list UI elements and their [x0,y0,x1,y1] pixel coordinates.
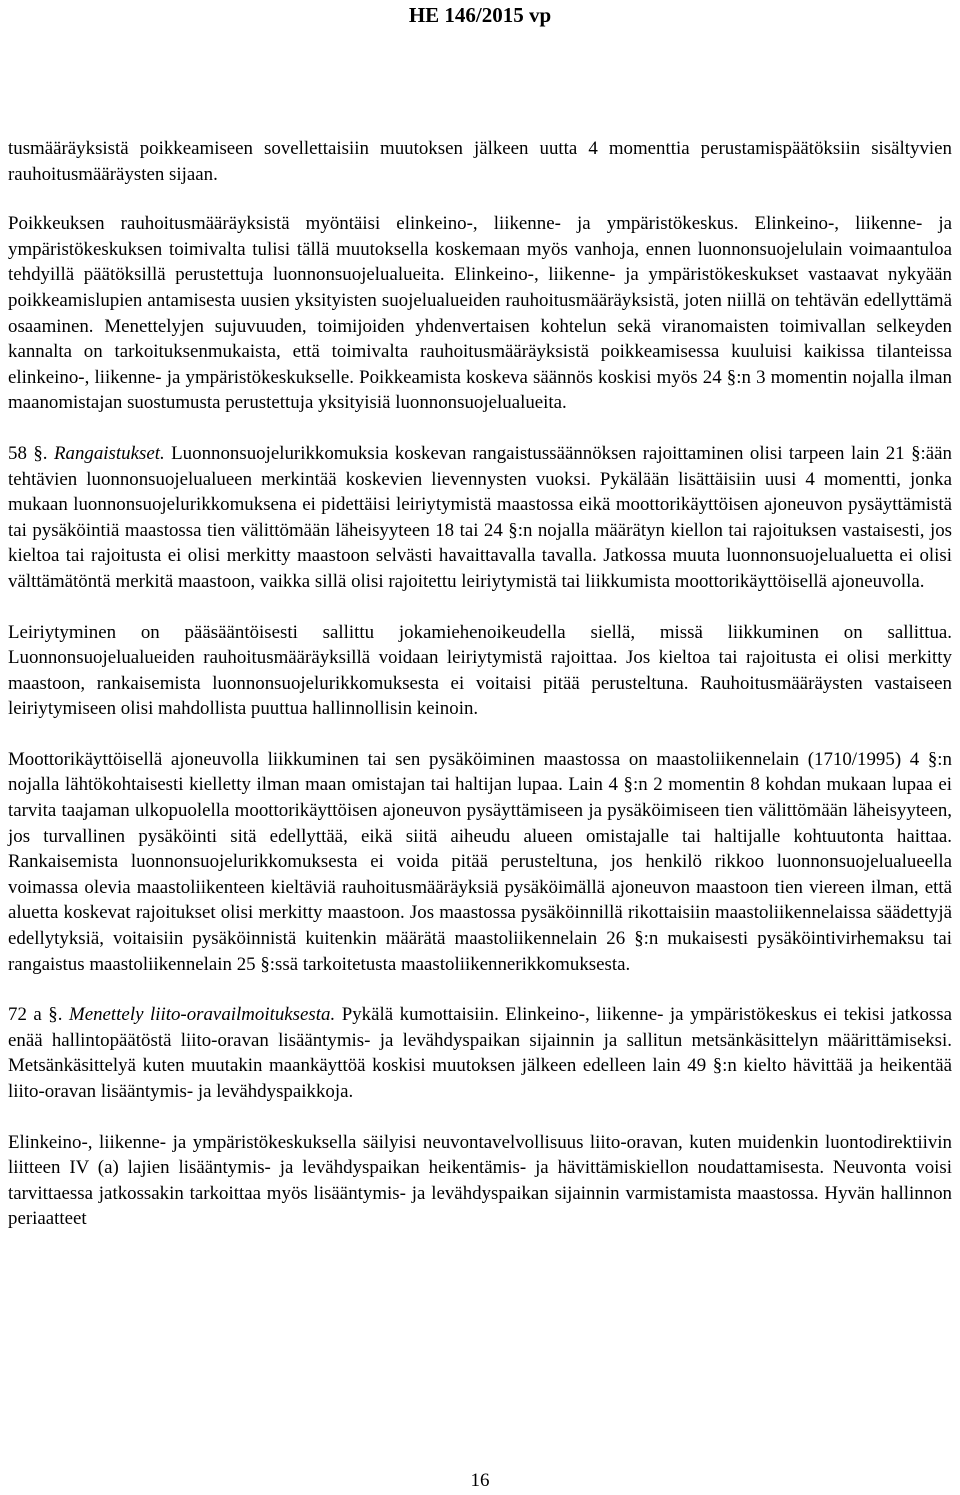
paragraph-section-58 [8,441,952,595]
paragraph-camping [8,620,952,722]
paragraph-text: tusmääräyksistä poikkeamiseen sovellettaisiin muutoksen jälkeen uutta 4 momenttia perustamispäätöksiin sisältyvien rauhoitusmääräysten sijaan. [8,138,952,185]
section-title: Rangaistukset. [53,442,165,464]
paragraph-text: Luonnonsuojelurikkomuksia koskevan rangaistussäännöksen rajoittaminen olisi tarpeen lain 21 §:ään tehtävien luonnonsuojelualueen merkintää koskevien lievennysten vuoksi. Pykälään lisättäisiin uusi 4 momentti, jonka mukaan luonnonsuojelurikkomuksena ei pidettäisi leiriytymistä maastossa eikä moottorikäyttöisen ajoneuvon pysäyttämistä tai pysäköintiä maastossa tien välittömään läheisyyteen 18 tai 24 §:n nojalla määrätyn kiellon tai rajoituksen vastaisesti, jos kieltoa tai rajoitusta ei olisi merkitty maastoon selvästi havaittavalla tavalla. Jatkossa muuta luonnonsuojelualuetta ei olisi välttämätöntä merkitä maastoon, vaikka sillä olisi rajoitettu leiriytymistä tai liikkumista moottorikäyttöisellä ajoneuvolla. [8,442,952,592]
paragraph-off-road-traffic [8,747,952,977]
document-header: HE 146/2015 vp [408,3,552,27]
paragraph-text: Moottorikäyttöisellä ajoneuvolla liikkuminen tai sen pysäköiminen maastossa on maastoliikennelain (1710/1995) 4 §:n nojalla lähtökohtaisesti kielletty ilman maan omistajan tai haltijan lupaa. Lain 4 §:n 2 momentin 8 kohdan mukaan lupaa ei tarvita taajaman ulkopuolella moottorikäyttöisen ajoneuvon pysäyttämiseen ja pysäköimiseen tien välittömään läheisyyteen, jos turvallinen pysäköinti sitä edellyttää, eikä siitä aiheudu alueen omistajalle tai haltijalle kohtuutonta haittaa. Rankaisemista luonnonsuojelurikkomuksesta ei voida pitää perusteltuna, jos henkilö rikkoo luonnonsuojelualueella voimassa olevia maastoliikenteen kieltäviä rauhoitusmääräyksiä pysäköimällä ajoneuvon maastoon tien viereen ilman, että aluetta koskevat rajoitukset olisi merkitty maastoon. Jos maastossa pysäköinnillä rikottaisiin maastoliikennelaissa säädettyjä edellytyksiä, voitaisiin pysäköinnistä kuitenkin määrätä maastoliikennelain 26 §:n mukaisesti pysäköintivirhemaksu tai rangaistus maastoliikennelain 25 §:ssä tarkoitetusta maastoliikennerikkomuksesta. [8,748,952,975]
paragraph-advisory-duty [8,1130,952,1232]
section-number: 58 §. [8,442,54,464]
paragraph-continuation [8,136,952,187]
paragraph-exemption-authority [8,211,952,416]
paragraph-text: Pykälä kumottaisiin. Elinkeino-, liikenne- ja ympäristökeskus ei tekisi jatkossa enää hallintopäätöstä liito-oravan lisääntymis- ja levähdyspaikan sijainnin ja sallitun metsänkäsittelyn määrittämiseksi. Metsänkäsittelyä kuten muutakin maankäyttöä koskisi muutoksen jälkeen edelleen lain 49 §:n kielto hävittää ja heikentää liito-oravan lisääntymis- ja levähdyspaikkoja. [8,1004,953,1102]
document-body [8,136,952,1232]
page-number: 16 [470,1470,490,1491]
section-title: Menettely liito-oravailmoituksesta. [68,1004,336,1026]
paragraph-text: Elinkeino-, liikenne- ja ympäristökeskuksella säilyisi neuvontavelvollisuus liito-oravan, kuten muidenkin luontodirektiivin liitteen IV (a) lajien lisääntymis- ja levähdyspaikan heikentämis- ja hävittämiskiellon noudattamisesta. Neuvonta voisi tarvittaessa jatkossakin tarkoittaa myös lisääntymis- ja levähdyspaikan sijainnin varmistamista maastossa. Hyvän hallinnon periaatteet [8,1131,952,1230]
section-number: 72 a §. [8,1004,69,1026]
paragraph-text: Leiriytyminen on pääsääntöisesti sallittu jokamiehenoikeudella siellä, missä liikkuminen on sallittua. Luonnonsuojelualueiden rauhoitusmääräyksillä voidaan leiriytymistä rajoittaa. Jos kieltoa tai rajoitusta ei olisi merkitty maastoon, rankaisemista luonnonsuojelurikkomuksesta ei voitaisi pitää perusteltuna. Rauhoitusmääräysten vastaiseen leiriytymiseen olisi mahdollista puuttua hallinnollisin keinoin. [8,621,952,720]
paragraph-text: Poikkeuksen rauhoitusmääräyksistä myöntäisi elinkeino-, liikenne- ja ympäristökeskus. Elinkeino-, liikenne- ja ympäristökeskuksen toimivalta tulisi tällä muutoksella koskemaan myös vanhoja, ennen luonnonsuojelulain voimaantuloa tehdyillä päätöksillä perustettuja luonnonsuojelualueita. Elinkeino-, liikenne- ja ympäristökeskukset vastaavat nykyään poikkeamislupien antamisesta uusien yksityisten suojelualueiden rauhoitusmääräyksistä, joten niillä on tehtävän edellyttämä osaaminen. Menettelyjen sujuvuuden, toimijoiden yhdenvertaisen kohtelun sekä viranomaisten toimivallan selkeyden kannalta on tarkoituksenmukaista, että toimivalta rauhoitusmääräyksistä poikkeamisessa kuuluisi kaikissa tilanteissa elinkeino-, liikenne- ja ympäristökeskukselle. Poikkeamista koskeva säännös koskisi myös 24 §:n 3 momentin nojalla ilman maanomistajan suostumusta perustettuja yksityisiä luonnonsuojelualueita. [8,213,952,414]
paragraph-section-72a [8,1002,952,1104]
